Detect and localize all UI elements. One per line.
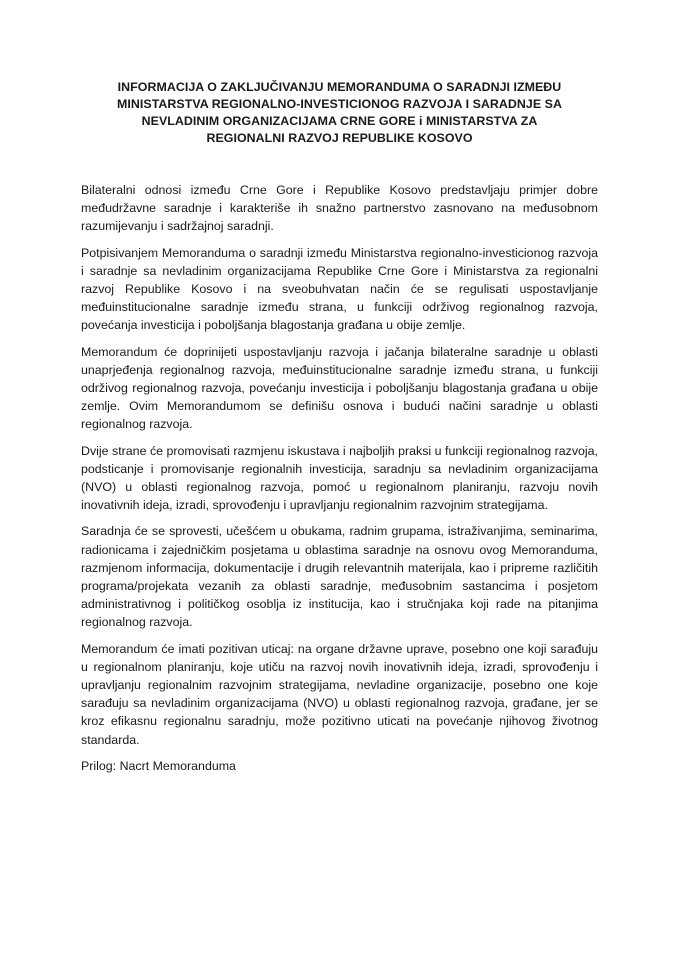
title-line-4: REGIONALNI RAZVOJ REPUBLIKE KOSOVO bbox=[206, 131, 473, 145]
title-line-3: NEVLADINIM ORGANIZACIJAMA CRNE GORE i MINISTARSTVA ZA bbox=[141, 114, 538, 128]
document-title bbox=[60, 79, 619, 147]
document-body bbox=[81, 181, 598, 775]
paragraph-bilateral-relations: Bilateralni odnosi između Crne Gore i Republike Kosovo predstavljaju primjer dobre međudržavne saradnje i karakteriše ih snažno partnerstvo zasnovano na međusobnom razumijevanju i sadržajnoj saradnji. bbox=[81, 183, 598, 234]
paragraph-signing: Potpisivanjem Memoranduma o saradnji između Ministarstva regionalno-investicionog razvoja i saradnje sa nevladinim organizacijama Republike Crne Gore i Ministarstva za regionalni razvoj Republike Kosovo i na sveobuhvatan način će se regulisati uspostavljanje međuinstitucionalne saradnje između strana, u funkciji održivog regionalnog razvoja, povećanja investicija i poboljšanja blagostanja građana u obije zemlje. bbox=[81, 245, 598, 333]
attachment-note: Prilog: Nacrt Memoranduma bbox=[81, 758, 236, 773]
paragraph-promotion: Dvije strane će promovisati razmjenu iskustava i najboljih praksi u funkciji regionalnog razvoja, podsticanje i promovisanje regionalnih investicija, saradnju sa nevladinim organizacijama (NVO) u oblasti regionalnog razvoja, pomoć u regionalnom planiranju, razvoju novih inovativnih ideja, izradi, sprovođenju i upravljanju regionalnim razvojnim strategijama. bbox=[81, 443, 598, 513]
title-line-1: INFORMACIJA O ZAKLJUČIVANJU MEMORANDUMA O SARADNJI IZMEĐU bbox=[117, 80, 562, 94]
paragraph-implementation: Saradnja će se sprovesti, učešćem u obukama, radnim grupama, istraživanjima, seminarima, radionicama i zajedničkim posjetama u oblastima saradnje na osnovu ovog Memoranduma, razmjenom informacija, dokumentacije i drugih relevantnih materijala, kao i pripreme različitih programa/projekata vezanih za oblasti saradnje, međusobnim sastancima i posjetom administrativnog i političkog osoblja iz institucija, kao i stručnjaka koji rade na pitanjima regionalnog razvoja. bbox=[81, 524, 598, 630]
paragraph-impact: Memorandum će imati pozitivan uticaj: na organe državne uprave, posebno one koji sarađuju u regionalnom planiranju, koje utiču na razvoj novih inovativnih ideja, izradi, sprovođenju i upravljanju regionalnim razvojnim strategijama, nevladine organizacije, posebno one koje sarađuju sa nevladinim organizacijama (NVO) u oblasti regionalnog razvoja, građane, jer se kroz efikasnu regionalnu saradnju, može pozitivno uticati na povećanje njihovog životnog standarda. bbox=[81, 641, 598, 747]
title-line-2: MINISTARSTVA REGIONALNO-INVESTICIONOG RAZVOJA I SARADNJE SA bbox=[117, 97, 562, 111]
paragraph-contribution: Memorandum će doprinijeti uspostavljanju razvoja i jačanja bilateralne saradnje u oblasti unaprjeđenja regionalnog razvoja, međuinstitucionalne saradnje između strana, u funkciji održivog regionalnog razvoja, povećanju investicija i poboljšanju blagostanja građana u obije zemlje. Ovim Memorandumom se definišu osnova i budući načini saradnje u oblasti regionalnog razvoja. bbox=[81, 344, 598, 432]
